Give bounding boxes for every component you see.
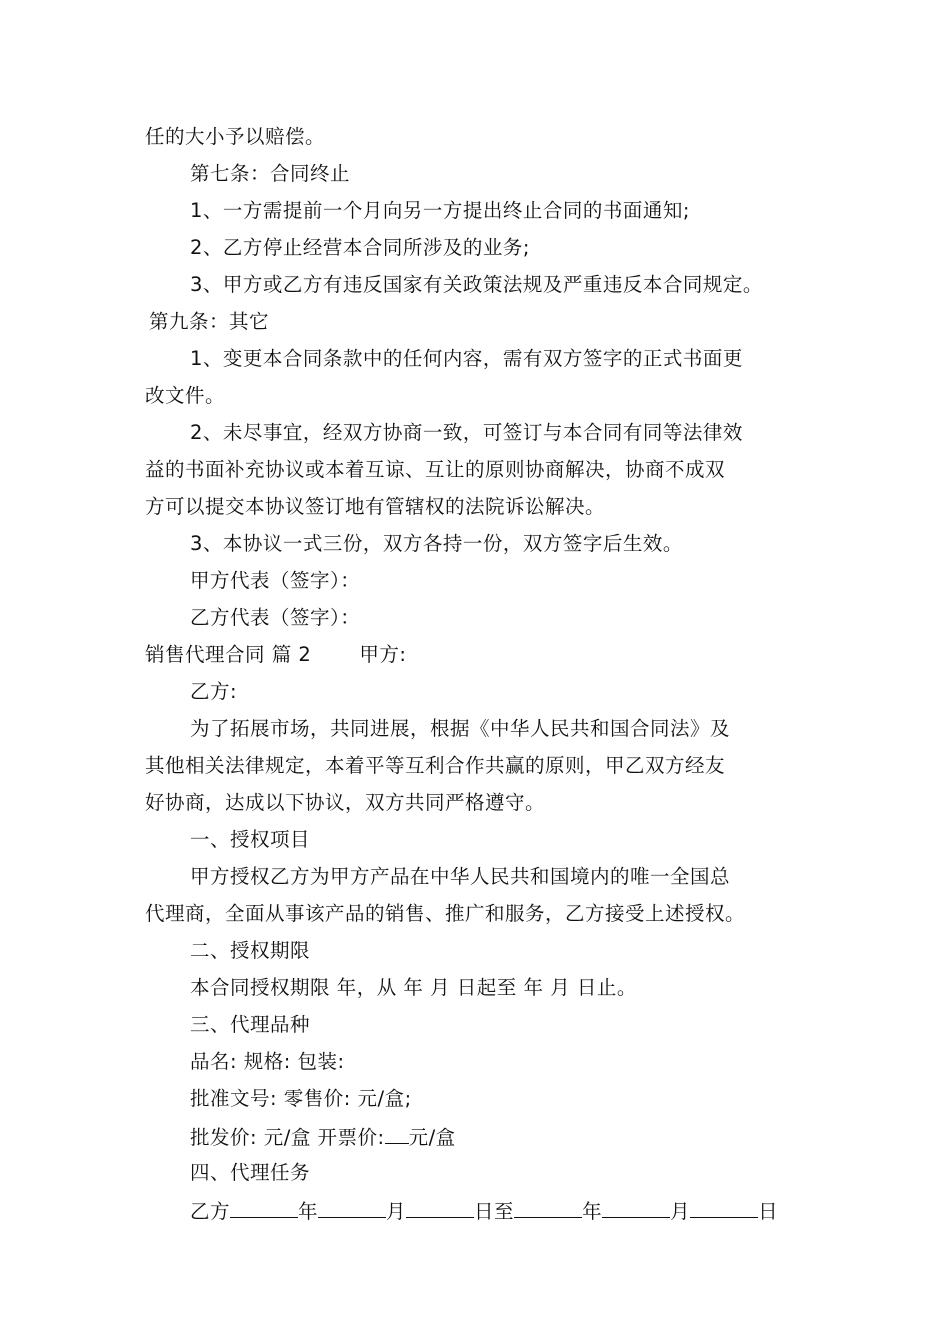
party-b-label: 乙方: xyxy=(190,680,238,703)
contract-title-line xyxy=(145,642,406,668)
price-unit: 元/盒 xyxy=(408,1126,456,1149)
price-text: 批发价: 元/盒 开票价: xyxy=(190,1126,385,1149)
text-line: 任的大小予以赔偿。 xyxy=(145,125,326,148)
blank-field xyxy=(514,1197,582,1218)
text-fragment: 月 xyxy=(386,1200,407,1223)
text-line: 改文件。 xyxy=(145,384,226,407)
signature-line-party-b: 乙方代表（签字）： xyxy=(190,606,361,629)
contract-title: 销售代理合同 篇 2 xyxy=(145,643,312,666)
text-line: 3、甲方或乙方有违反国家有关政策法规及严重违反本合同规定。 xyxy=(190,273,763,296)
section-heading-1: 一、授权项目 xyxy=(190,828,311,851)
text-line: 代理商，全面从事该产品的销售、推广和服务，乙方接受上述授权。 xyxy=(145,902,746,925)
text-line: 2、未尽事宜，经双方协商一致，可签订与本合同有同等法律效 xyxy=(190,421,743,444)
section-heading-article-7: 第七条：合同终止 xyxy=(190,162,351,185)
text-line: 甲方授权乙方为甲方产品在中华人民共和国境内的唯一全国总 xyxy=(190,865,731,888)
signature-line-party-a: 甲方代表（签字）： xyxy=(190,569,361,592)
section-heading-3: 三、代理品种 xyxy=(190,1013,311,1036)
price-line xyxy=(190,1123,456,1151)
blank-field xyxy=(230,1197,298,1218)
blank-field xyxy=(690,1197,758,1218)
text-line: 方可以提交本协议签订地有管辖权的法院诉讼解决。 xyxy=(145,495,606,518)
text-fragment: 日 xyxy=(758,1200,779,1223)
text-line: 1、一方需提前一个月向另一方提出终止合同的书面通知; xyxy=(190,199,690,222)
blank-field xyxy=(318,1197,386,1218)
text-fragment: 月 xyxy=(670,1200,691,1223)
text-fragment: 日至 xyxy=(474,1200,515,1223)
text-fragment: 乙方 xyxy=(190,1200,231,1223)
text-line: 其他相关法律规定，本着平等互利合作共赢的原则，甲乙双方经友 xyxy=(145,754,726,777)
section-heading-4: 四、代理任务 xyxy=(190,1161,311,1184)
text-line: 1、变更本合同条款中的任何内容，需有双方签字的正式书面更 xyxy=(190,347,743,370)
text-line: 批准文号: 零售价: 元/盒; xyxy=(190,1087,412,1110)
text-fragment: 年 xyxy=(298,1200,319,1223)
text-line: 好协商，达成以下协议，双方共同严格遵守。 xyxy=(145,791,546,814)
text-line: 品名: 规格: 包装: xyxy=(190,1050,345,1073)
text-line: 为了拓展市场，共同进展，根据《中华人民共和国合同法》及 xyxy=(190,717,731,740)
text-line: 3、本协议一式三份，双方各持一份，双方签字后生效。 xyxy=(190,532,683,555)
party-a-label: 甲方: xyxy=(359,643,407,666)
blank-field xyxy=(406,1197,474,1218)
text-line: 本合同授权期限 年，从 年 月 日起至 年 月 日止。 xyxy=(190,976,637,999)
section-heading-article-9: 第九条：其它 xyxy=(149,310,270,333)
text-line: 益的书面补充协议或本着互谅、互让的原则协商解决，协商不成双 xyxy=(145,458,726,481)
text-fragment: 年 xyxy=(582,1200,603,1223)
section-heading-2: 二、授权期限 xyxy=(190,939,311,962)
blank-field xyxy=(385,1123,409,1144)
blank-field xyxy=(602,1197,670,1218)
task-period-line xyxy=(190,1197,778,1225)
text-line: 2、乙方停止经营本合同所涉及的业务; xyxy=(190,236,530,259)
